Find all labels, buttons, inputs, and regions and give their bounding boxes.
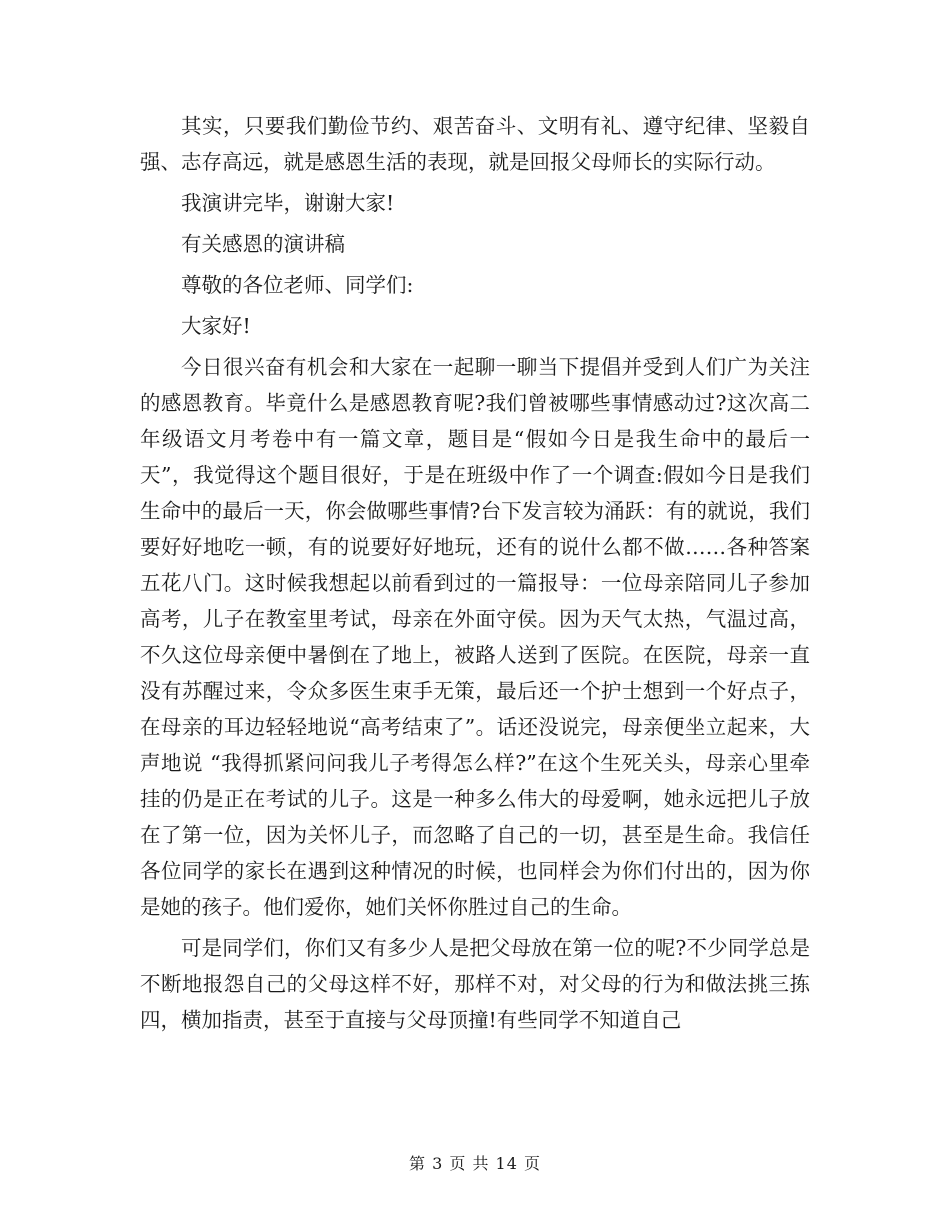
paragraph-mother-story: 今日很兴奋有机会和大家在一起聊一聊当下提倡并受到人们广为关注的感恩教育。毕竟什么是感恩教育呢?我们曾被哪些事情感动过?这次高二年级语文月考卷中有一篇文章，题目是“假如今日是我生命中的最后一天”，我觉得这个题目很好，于是在班级中作了一个调查:假如今日是我们生命中的最后一天，你会做哪些事情?台下发言较为涌跃：有的就说，我们要好好地吃一顿，有的说要好好地玩，还有的说什么都不做……各种答案五花八门。这时候我想起以前看到过的一篇报导：一位母亲陪同儿子参加高考，儿子在教室里考试，母亲在外面守侯。因为天气太热，气温过高，不久这位母亲便中暑倒在了地上，被路人送到了医院。在医院，母亲一直没有苏醒过来，令众多医生束手无策，最后还一个护士想到一个好点子，在母亲的耳边轻轻地说“高考结束了”。话还没说完，母亲便坐立起来，大声地说 “我得抓紧问问我儿子考得怎么样?”在这个生死关头，母亲心里牵挂的仍是正在考试的儿子。这是一种多么伟大的母爱啊，她永远把儿子放在了第一位，因为关怀儿子，而忽略了自己的一切，甚至是生命。我信任各位同学的家长在遇到这种情况的时候，也同样会为你们付出的，因为你是她的孩子。他们爱你，她们关怀你胜过自己的生命。: [140, 355, 810, 919]
paragraph-students-parents: 可是同学们，你们又有多少人是把父母放在第一位的呢?不少同学总是不断地报怨自己的父母这样不好，那样不对，对父母的行为和做法挑三拣四，横加指责，甚至于直接与父母顶撞!有些同学不知道自己: [140, 936, 810, 1032]
document-body: [140, 108, 810, 1038]
paragraph-closing-summary: 其实，只要我们勤俭节约、艰苦奋斗、文明有礼、遵守纪律、坚毅自强、志存高远，就是感恩生活的表现，就是回报父母师长的实际行动。: [140, 114, 810, 174]
speech-title: 有关感恩的演讲稿: [181, 232, 345, 256]
salutation: 尊敬的各位老师、同学们:: [181, 273, 414, 297]
paragraph-thanks: 我演讲完毕，谢谢大家!: [181, 191, 395, 215]
greeting: 大家好!: [181, 314, 251, 338]
page-number-footer: 第 3 页 共 14 页: [409, 1154, 541, 1173]
